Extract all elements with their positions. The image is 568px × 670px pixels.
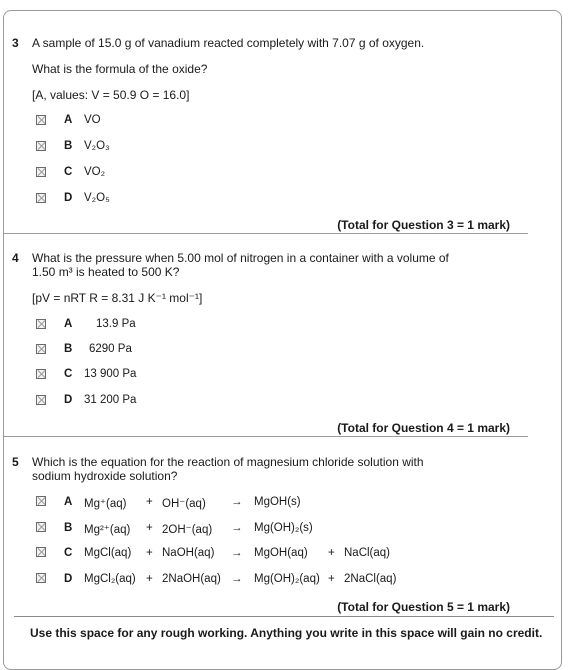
question-stem-line-2: 1.50 m³ is heated to 500 K?	[32, 265, 180, 279]
answer-checkbox[interactable]	[36, 193, 46, 203]
answer-checkbox[interactable]	[36, 115, 46, 125]
question-number: 3	[12, 36, 19, 50]
question-total: (Total for Question 5 = 1 mark)	[337, 600, 510, 614]
answer-checkbox[interactable]	[36, 369, 46, 379]
option-letter: C	[64, 368, 73, 380]
option-letter: D	[64, 192, 73, 204]
question-number: 4	[12, 251, 19, 265]
reaction-arrow: →	[231, 573, 243, 585]
plus-sign: +	[146, 573, 153, 585]
option-a[interactable]	[36, 496, 536, 512]
section-divider	[4, 233, 528, 234]
option-d[interactable]	[36, 573, 536, 589]
reactant-2: OH⁻(aq)	[162, 498, 206, 510]
reaction-arrow: →	[231, 496, 243, 508]
question-stem-line-2: sodium hydroxide solution?	[32, 469, 178, 483]
question-number: 5	[12, 455, 19, 469]
reactant-1: Mg²⁺(aq)	[84, 524, 131, 536]
product-1: Mg(OH)₂(s)	[254, 522, 313, 534]
answer-checkbox[interactable]	[36, 522, 46, 532]
reactant-1: Mg⁺(aq)	[84, 498, 127, 510]
product-2: NaCl(aq)	[344, 547, 391, 559]
answer-checkbox[interactable]	[36, 344, 46, 354]
product-1: Mg(OH)₂(aq)	[254, 573, 320, 585]
answer-checkbox[interactable]	[36, 547, 46, 557]
option-letter: C	[64, 166, 73, 178]
product-1: MgOH(aq)	[254, 547, 308, 559]
question-stem: A sample of 15.0 g of vanadium reacted completely with 7.07 g of oxygen.	[32, 36, 425, 50]
option-text: 13.9 Pa	[96, 318, 136, 330]
option-text: V₂O₅	[84, 192, 110, 204]
option-letter: C	[64, 547, 73, 559]
plus-sign: +	[146, 522, 153, 534]
answer-checkbox[interactable]	[36, 141, 46, 151]
page-frame	[3, 10, 562, 670]
question-total: (Total for Question 4 = 1 mark)	[337, 421, 510, 435]
option-letter: B	[64, 343, 73, 355]
reactant-1: MgCl₂(aq)	[84, 573, 136, 585]
option-letter: D	[64, 394, 73, 406]
option-c[interactable]	[36, 547, 536, 563]
plus-sign: +	[146, 547, 153, 559]
option-text: VO	[84, 114, 101, 126]
reactant-2: 2OH⁻(aq)	[162, 524, 213, 536]
answer-checkbox[interactable]	[36, 573, 46, 583]
option-letter: A	[64, 318, 73, 330]
option-text: VO₂	[84, 166, 106, 178]
reactant-2: NaOH(aq)	[162, 547, 215, 559]
reactant-1: MgCl(aq)	[84, 547, 132, 559]
reaction-arrow: →	[231, 547, 243, 559]
option-letter: A	[64, 114, 73, 126]
rough-working-notice: Use this space for any rough working. Anything you write in this space will gain no credit.	[30, 626, 543, 640]
option-text: 31 200 Pa	[84, 394, 137, 406]
answer-checkbox[interactable]	[36, 319, 46, 329]
option-text: V₂O₃	[84, 140, 110, 152]
option-b[interactable]	[36, 522, 536, 538]
option-letter: B	[64, 522, 73, 534]
relative-atomic-mass-values: [A, values: V = 50.9 O = 16.0]	[32, 88, 190, 102]
question-stem-line-1: What is the pressure when 5.00 mol of nitrogen in a container with a volume of	[32, 251, 449, 265]
option-letter: D	[64, 573, 73, 585]
section-divider	[4, 436, 528, 437]
plus-sign: +	[328, 573, 335, 585]
option-text: 13 900 Pa	[84, 368, 137, 380]
answer-checkbox[interactable]	[36, 395, 46, 405]
answer-checkbox[interactable]	[36, 167, 46, 177]
answer-checkbox[interactable]	[36, 496, 46, 506]
plus-sign: +	[146, 496, 153, 508]
option-text: 6290 Pa	[89, 343, 132, 355]
product-2: 2NaCl(aq)	[344, 573, 397, 585]
product-1: MgOH(s)	[254, 496, 301, 508]
gas-equation-values: [pV = nRT R = 8.31 J K⁻¹ mol⁻¹]	[32, 291, 203, 305]
question-prompt: What is the formula of the oxide?	[32, 62, 208, 76]
question-stem-line-1: Which is the equation for the reaction of magnesium chloride solution with	[32, 455, 424, 469]
reactant-2: 2NaOH(aq)	[162, 573, 221, 585]
option-letter: A	[64, 496, 73, 508]
plus-sign: +	[328, 547, 335, 559]
rough-working-area[interactable]	[14, 616, 554, 657]
option-letter: B	[64, 140, 73, 152]
reaction-arrow: →	[231, 522, 243, 534]
question-total: (Total for Question 3 = 1 mark)	[337, 218, 510, 232]
